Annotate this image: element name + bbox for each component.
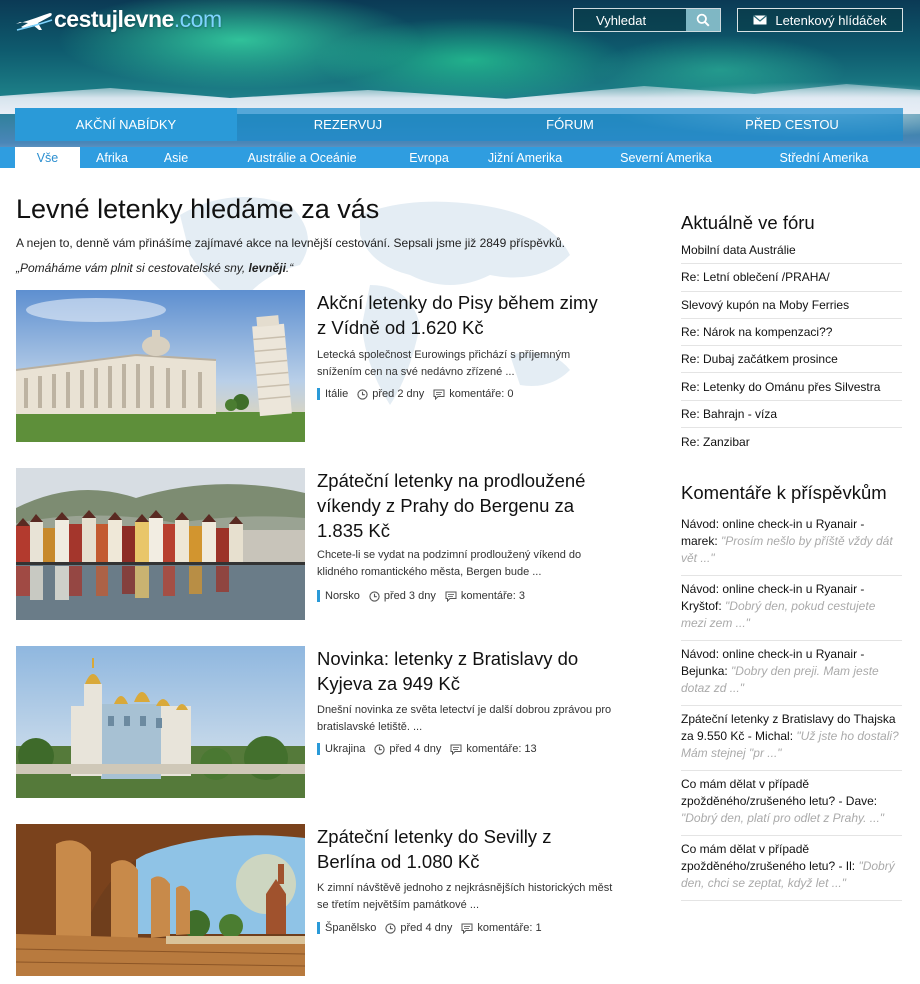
article-comments-text: komentáře: 0: [449, 388, 514, 400]
article-comments-text: komentáře: 1: [477, 922, 542, 934]
comment-source: Návod: online check-in u Ryanair - Bejunka:: [681, 647, 865, 679]
article-excerpt: Letecká společnost Eurowings přichází s příjemným snížením cen na své nedávno zřízené ...: [317, 349, 571, 378]
forum-heading: Aktuálně ve fóru: [681, 212, 815, 233]
page-title: Levné letenky hledáme za vás: [16, 194, 380, 224]
article-comments[interactable]: [461, 922, 541, 934]
article-image-bergen[interactable]: [16, 468, 305, 620]
article-card: [16, 646, 616, 798]
article-country-tag[interactable]: Itálie: [317, 388, 348, 400]
airplane-icon: [14, 8, 54, 32]
comment-quote: "Dobrý den, pokud cestujete mezi zem ...": [681, 599, 876, 631]
flight-watch-button[interactable]: [737, 8, 903, 32]
article-comments[interactable]: [433, 388, 513, 400]
article-excerpt: K zimní návštěvě jednoho z nejkrásnějších historických měst se třetím největším památkové ...: [317, 882, 613, 911]
article-image-kyiv[interactable]: [16, 646, 305, 798]
comment-source: Návod: online check-in u Ryanair - marek:: [681, 517, 865, 549]
comment-source: Co mám dělat v případě zpožděného/zrušeného letu? - Il:: [681, 842, 859, 874]
comment-quote: "Dobrý den, platí pro odlet z Prahy. ...": [681, 811, 885, 826]
main-nav-before-trip[interactable]: PŘED CESTOU: [681, 108, 903, 141]
main-nav-book[interactable]: REZERVUJ: [237, 108, 459, 141]
comment-item[interactable]: [681, 771, 902, 836]
flight-watch-label: Letenkový hlídáček: [775, 12, 887, 28]
region-tab-europe[interactable]: Evropa: [409, 150, 449, 165]
article-meta: [317, 588, 534, 604]
comment-source: Návod: online check-in u Ryanair - Kryštof:: [681, 582, 865, 614]
main-nav-deals[interactable]: AKČNÍ NABÍDKY: [15, 108, 237, 141]
article-date: [357, 388, 424, 400]
search-input[interactable]: [574, 9, 686, 31]
main-nav: [15, 108, 903, 141]
region-tab-central-america[interactable]: Střední Amerika: [779, 150, 869, 165]
comment-quote: "Prosím nešlo by příště vždy dát vět ...": [681, 534, 893, 566]
comment-item[interactable]: [681, 641, 902, 706]
region-tab-oceania[interactable]: Austrálie a Oceánie: [247, 150, 357, 165]
article-date-text: před 2 dny: [372, 388, 425, 400]
article-date-text: před 3 dny: [383, 590, 436, 602]
comment-icon: [433, 389, 445, 400]
comment-item[interactable]: [681, 576, 902, 641]
comment-quote: "Už jste ho dostali? Mám stejnej "pr ...": [681, 729, 899, 761]
forum-item[interactable]: Mobilní data Austrálie: [681, 237, 902, 264]
article-title[interactable]: Akční letenky do Pisy během zimy z Vídně od 1.620 Kč: [317, 292, 598, 338]
article-meta: [317, 920, 551, 936]
comment-icon: [450, 744, 462, 755]
forum-item[interactable]: Re: Zanzibar: [681, 434, 750, 449]
article-comments-text: komentáře: 3: [460, 590, 526, 602]
search-box: [573, 8, 721, 32]
article-date: [374, 743, 441, 755]
article-card: [16, 468, 616, 620]
comment-item[interactable]: [681, 511, 902, 576]
article-title[interactable]: Zpáteční letenky na prodloužené víkendy z Prahy do Bergenu za 1.835 Kč: [317, 470, 586, 541]
forum-item[interactable]: Slevový kupón na Moby Ferries: [681, 292, 902, 319]
clock-icon: [369, 591, 380, 602]
article-title[interactable]: Zpáteční letenky do Sevilly z Berlína od 1.080 Kč: [317, 826, 552, 872]
article-image-seville[interactable]: [16, 824, 305, 976]
article-comments-text: komentáře: 13: [466, 743, 537, 755]
article-meta: [317, 741, 546, 757]
main-nav-forum[interactable]: FÓRUM: [459, 108, 681, 141]
search-icon: [696, 13, 710, 27]
region-nav: [0, 147, 920, 168]
sidebar: [681, 212, 902, 901]
region-tab-all[interactable]: Vše: [15, 147, 80, 168]
article-date: [369, 590, 436, 602]
comment-quote: "Dobry den preji. Mam jeste dotaz zd ...": [681, 664, 879, 696]
forum-item[interactable]: Re: Dubaj začátkem prosince: [681, 346, 902, 373]
article-country-tag[interactable]: Ukrajina: [317, 743, 365, 755]
article-meta: [317, 386, 522, 402]
article-date-text: před 4 dny: [389, 743, 442, 755]
region-tab-africa[interactable]: Afrika: [96, 150, 128, 165]
envelope-icon: [753, 15, 767, 25]
logo-text: cestujlevne.com: [54, 6, 222, 32]
article-country-tag[interactable]: Španělsko: [317, 922, 376, 934]
article-date-text: před 4 dny: [400, 922, 453, 934]
clock-icon: [374, 744, 385, 755]
article-title[interactable]: Novinka: letenky z Bratislavy do Kyjeva za 949 Kč: [317, 648, 579, 694]
region-tab-asia[interactable]: Asie: [163, 150, 189, 165]
article-date: [385, 922, 452, 934]
comment-item[interactable]: [681, 706, 902, 771]
intro-text: A nejen to, denně vám přinášíme zajímavé akce na levnější cestování. Sepsali jsme již 2849 příspěvků.: [16, 236, 565, 250]
forum-list: [681, 237, 902, 455]
region-tab-north-america[interactable]: Severní Amerika: [620, 150, 712, 165]
clock-icon: [385, 923, 396, 934]
article-country-tag[interactable]: Norsko: [317, 590, 360, 602]
article-card: [16, 290, 616, 442]
tagline: „Pomáháme vám plnit si cestovatelské sny, levněji.“: [16, 261, 294, 275]
comment-icon: [445, 591, 457, 602]
comment-quote: "Dobrý den, chci se zeptat, když let ...": [681, 859, 895, 891]
comment-item[interactable]: [681, 836, 902, 901]
comments-heading: Komentáře k příspěvkům: [681, 482, 887, 504]
article-comments[interactable]: [450, 743, 536, 755]
forum-item[interactable]: Re: Bahrajn - víza: [681, 401, 902, 428]
article-excerpt: Dnešní novinka ze světa letectví je další dobrou zprávou pro bratislavské letiště. ...: [317, 704, 612, 733]
region-tab-south-america[interactable]: Jižní Amerika: [487, 150, 563, 165]
forum-item[interactable]: Re: Letenky do Ománu přes Silvestra: [681, 373, 902, 400]
clock-icon: [357, 389, 368, 400]
article-comments[interactable]: [445, 590, 525, 602]
comment-source: Co mám dělat v případě zpožděného/zrušeného letu? - Dave:: [681, 777, 878, 809]
comment-source: Zpáteční letenky z Bratislavy do Thajska za 9.550 Kč - Michal:: [681, 712, 896, 744]
header-banner: [0, 0, 920, 168]
article-card: [16, 824, 616, 976]
search-button[interactable]: [686, 9, 720, 31]
comment-icon: [461, 923, 473, 934]
forum-item[interactable]: Re: Letní oblečení /PRAHA/: [681, 264, 902, 291]
site-logo[interactable]: [14, 6, 222, 33]
article-image-pisa[interactable]: [16, 290, 305, 442]
comment-list: [681, 511, 902, 901]
article-excerpt: Chcete-li se vydat na podzimní prodloužený víkend do klidného romantického města, Bergen bude ...: [317, 549, 582, 578]
forum-item[interactable]: Re: Nárok na kompenzaci??: [681, 319, 902, 346]
